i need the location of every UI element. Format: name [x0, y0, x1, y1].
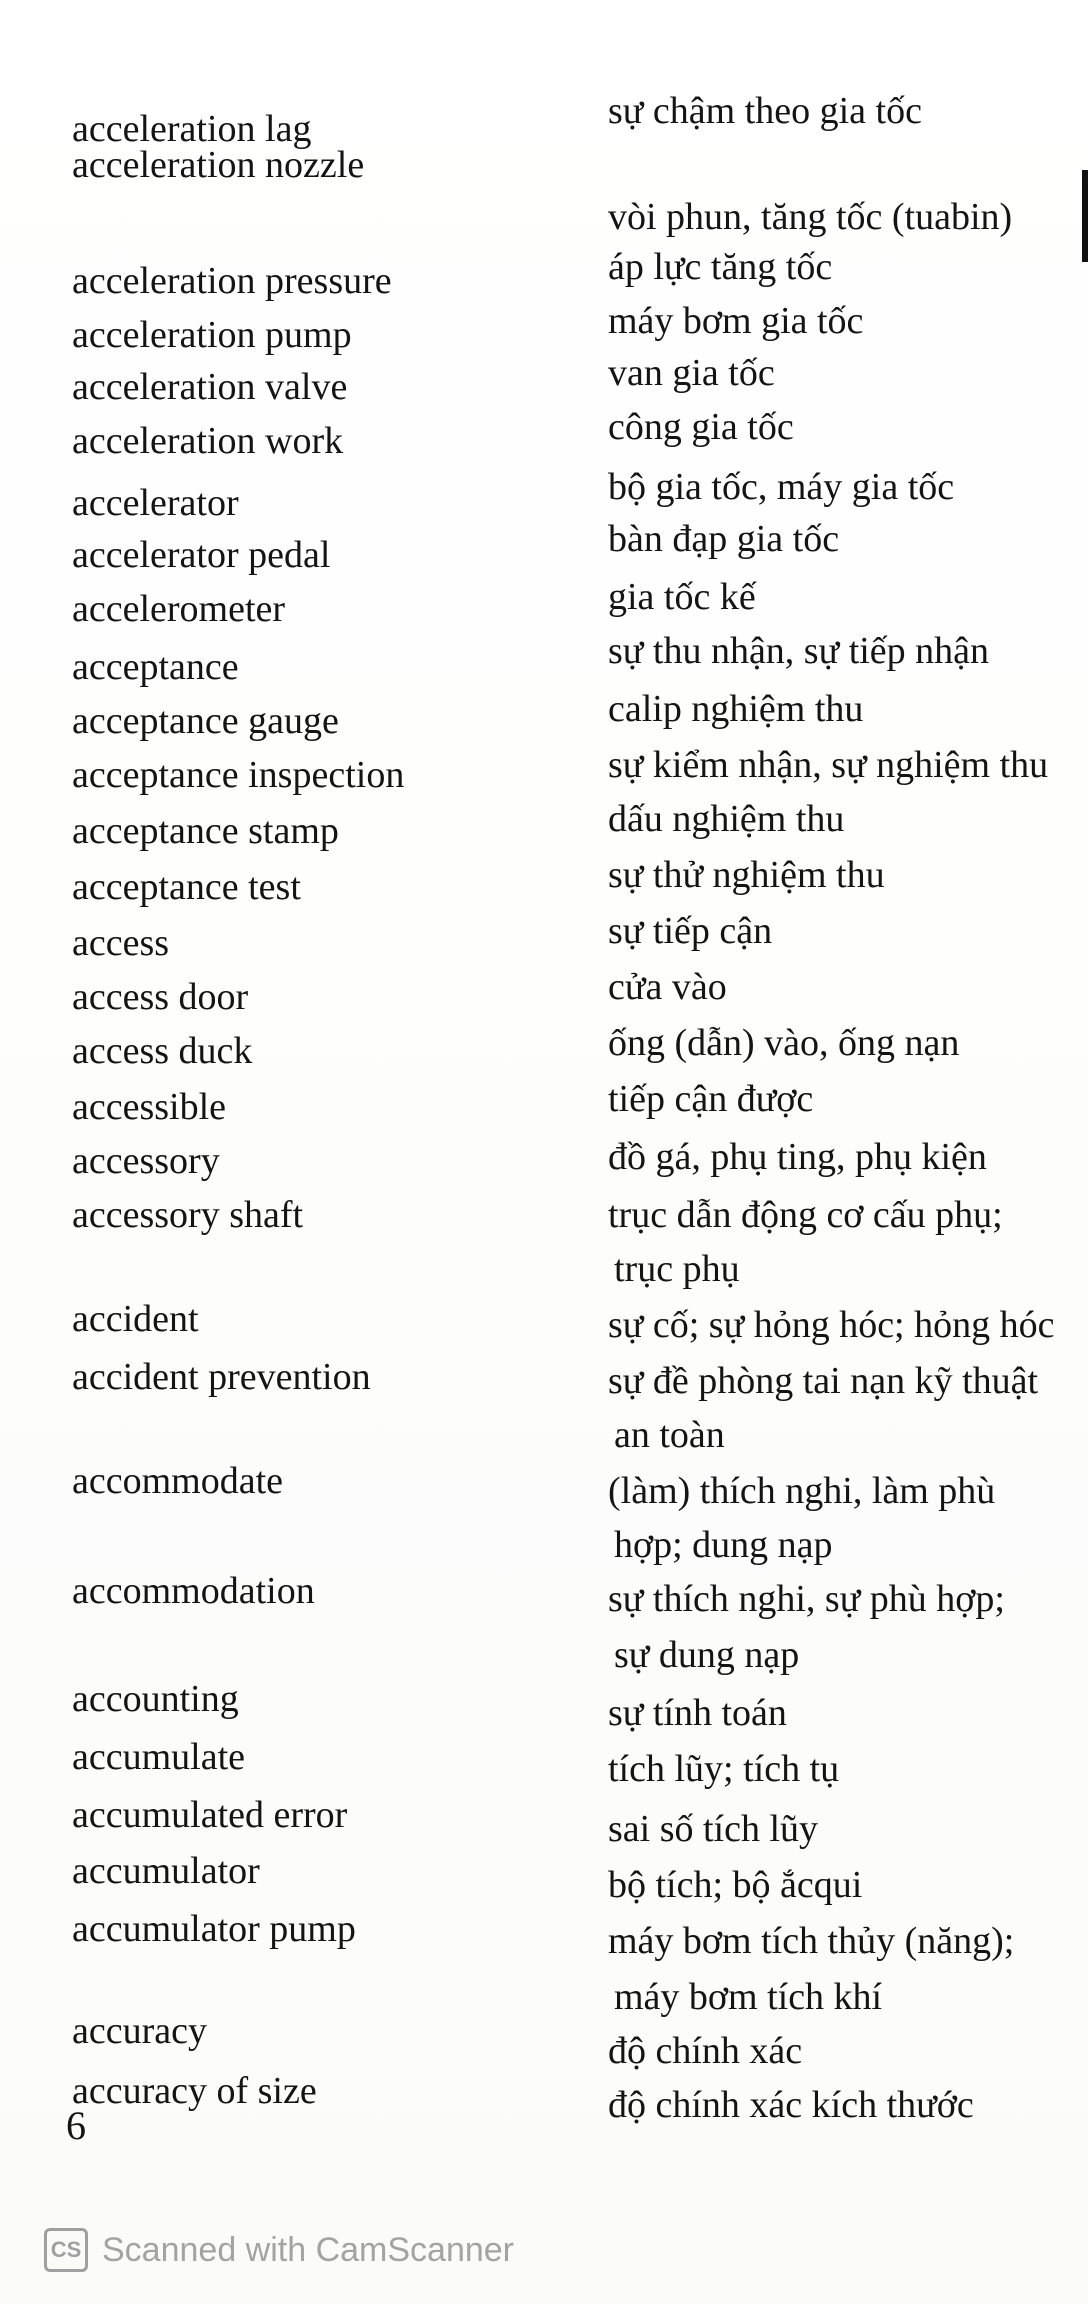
watermark-text: Scanned with CamScanner	[102, 2230, 515, 2269]
page-number: 6	[66, 2103, 86, 2148]
definition: ống (dẫn) vào, ống nạn	[608, 1022, 960, 1064]
term: accuracy	[72, 2010, 207, 2052]
term: acceleration lag	[72, 108, 312, 150]
definition: công gia tốc	[608, 406, 794, 448]
definition-continued: sự dung nạp	[614, 1634, 800, 1676]
term: accelerometer	[72, 588, 286, 630]
term: acceptance test	[72, 866, 301, 908]
term: accumulator	[72, 1850, 260, 1892]
definition: sự kiểm nhận, sự nghiệm thu	[608, 744, 1049, 786]
term: acceleration nozzle	[72, 144, 365, 186]
definition: bộ gia tốc, máy gia tốc	[608, 466, 955, 508]
definition: máy bơm tích thủy (năng);	[608, 1920, 1015, 1962]
term: accident prevention	[72, 1356, 371, 1398]
definition-continued: an toàn	[614, 1414, 725, 1456]
term: access	[72, 922, 170, 964]
definition: sự chậm theo gia tốc	[608, 90, 922, 132]
definition: sai số tích lũy	[608, 1808, 819, 1850]
term: acceptance stamp	[72, 810, 339, 852]
definition: bàn đạp gia tốc	[608, 518, 840, 560]
term: accident	[72, 1298, 199, 1340]
definition: độ chính xác kích thước	[608, 2084, 974, 2126]
camscanner-watermark	[44, 2222, 514, 2278]
term: acceptance	[72, 646, 239, 688]
term: access door	[72, 976, 249, 1018]
term: acceleration work	[72, 420, 344, 462]
term: accelerator	[72, 482, 239, 524]
definition: sự đề phòng tai nạn kỹ thuật	[608, 1360, 1039, 1402]
definition: gia tốc kế	[608, 576, 756, 618]
definition: sự thu nhận, sự tiếp nhận	[608, 630, 990, 672]
definition: độ chính xác	[608, 2030, 803, 2072]
definition: calip nghiệm thu	[608, 688, 864, 730]
definition: sự tính toán	[608, 1692, 787, 1734]
term: acceptance inspection	[72, 754, 405, 796]
term: accommodation	[72, 1570, 315, 1612]
definition: trục dẫn động cơ cấu phụ;	[608, 1194, 1003, 1236]
term: accuracy of size	[72, 2070, 317, 2112]
definition: sự thích nghi, sự phù hợp;	[608, 1578, 1005, 1620]
definition: bộ tích; bộ ắcqui	[608, 1864, 863, 1906]
definition-continued: hợp; dung nạp	[614, 1524, 833, 1566]
term: accommodate	[72, 1460, 284, 1502]
definition: (làm) thích nghi, làm phù	[608, 1470, 996, 1512]
term: accumulate	[72, 1736, 246, 1778]
term: accessible	[72, 1086, 227, 1128]
term: acceleration pump	[72, 314, 352, 356]
definition: cửa vào	[608, 966, 727, 1008]
definition: sự tiếp cận	[608, 910, 773, 952]
definition: vòi phun, tăng tốc (tuabin)	[608, 196, 1013, 238]
definition: máy bơm gia tốc	[608, 300, 864, 342]
term: accounting	[72, 1678, 239, 1720]
term: accumulated error	[72, 1794, 348, 1836]
term: accessory	[72, 1140, 220, 1182]
term: access duck	[72, 1030, 253, 1072]
definition: sự thử nghiệm thu	[608, 854, 885, 896]
term: acceleration valve	[72, 366, 348, 408]
definition: tích lũy; tích tụ	[608, 1748, 840, 1790]
definition: tiếp cận được	[608, 1078, 814, 1120]
definition-continued: trục phụ	[614, 1248, 740, 1290]
definition: đồ gá, phụ ting, phụ kiện	[608, 1136, 987, 1178]
term: accelerator pedal	[72, 534, 331, 576]
term: accessory shaft	[72, 1194, 304, 1236]
definition: sự cố; sự hỏng hóc; hỏng hóc	[608, 1304, 1055, 1346]
term: acceptance gauge	[72, 700, 339, 742]
definition: áp lực tăng tốc	[608, 246, 833, 288]
definition: van gia tốc	[608, 352, 775, 394]
definition: dấu nghiệm thu	[608, 798, 845, 840]
term: acceleration pressure	[72, 260, 392, 302]
term: accumulator pump	[72, 1908, 356, 1950]
definition-continued: máy bơm tích khí	[614, 1976, 883, 2018]
camscanner-logo-icon: CS	[44, 2228, 88, 2272]
